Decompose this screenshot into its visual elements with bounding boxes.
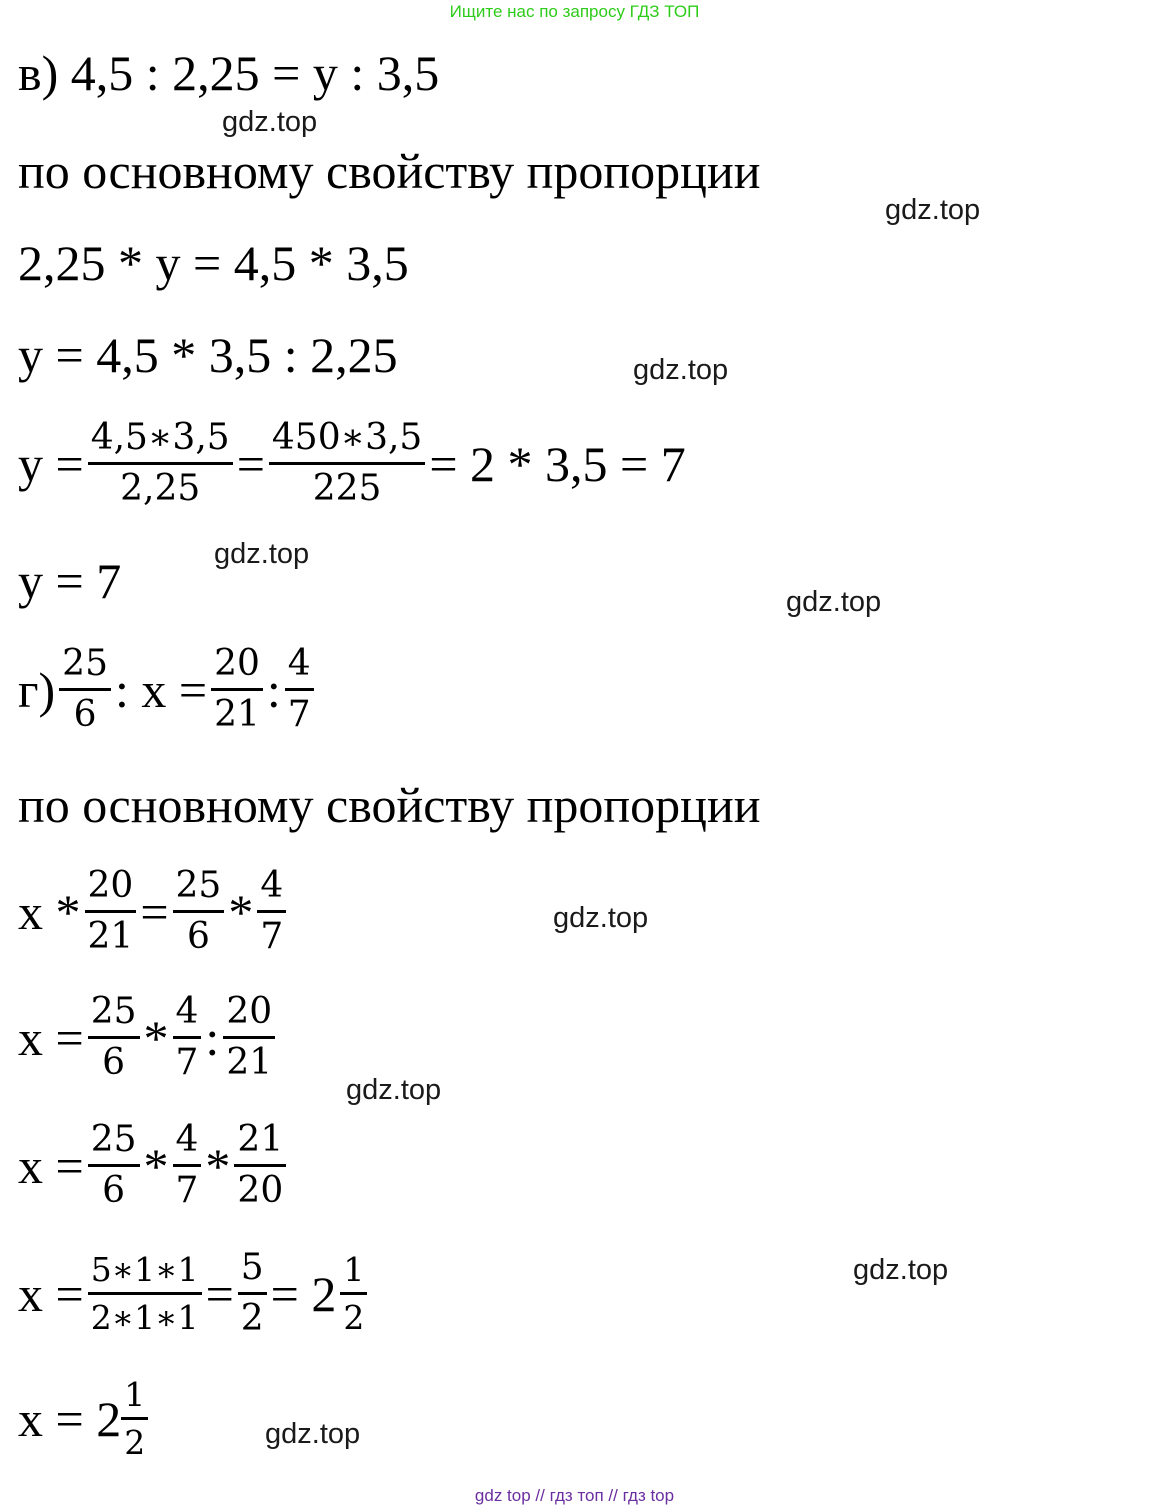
g-line-1 (18, 643, 318, 735)
g-line-3 (18, 865, 290, 957)
equals-sign: = (236, 435, 265, 492)
watermark: gdz.top (633, 354, 729, 386)
watermark: gdz.top (222, 106, 318, 138)
denominator: 7 (287, 694, 311, 735)
v-line-5 (18, 417, 686, 509)
numerator: 4 (257, 868, 286, 913)
v-line-4: у = 4,5 * 3,5 : 2,25 (18, 327, 398, 383)
equals-whole: = 2 (270, 1265, 337, 1322)
numerator: 20 (85, 868, 137, 913)
v-property-text: по основному свойству пропорции (18, 143, 761, 199)
fraction (285, 643, 314, 735)
denominator: 6 (186, 916, 210, 957)
numerator: 4 (285, 646, 314, 691)
watermark: gdz.top (885, 194, 981, 226)
g-line-4-lhs: х = (18, 1009, 84, 1066)
denominator: 21 (226, 1042, 273, 1083)
watermark: gdz.top (853, 1254, 949, 1286)
equals-sign: = (205, 1265, 234, 1322)
fraction (173, 991, 202, 1083)
v-line-1: в) 4,5 : 2,25 = у : 3,5 (18, 45, 440, 101)
v-line-6: у = 7 (18, 553, 122, 609)
denominator: 225 (312, 468, 382, 509)
v-line-5-rest: = 2 * 3,5 = 7 (429, 435, 686, 492)
numerator: 5∗1∗1 (88, 1253, 202, 1295)
denominator: 2,25 (120, 468, 201, 509)
numerator: 20 (211, 646, 263, 691)
denominator: 6 (102, 1042, 126, 1083)
denominator: 20 (237, 1170, 284, 1211)
numerator: 5 (238, 1250, 267, 1295)
numerator: 4,5∗3,5 (88, 420, 233, 465)
equals-sign: = (140, 883, 169, 940)
fraction (85, 865, 137, 957)
denominator: 7 (260, 916, 284, 957)
g-line-4 (18, 991, 279, 1083)
numerator: 1 (340, 1253, 367, 1295)
fraction (234, 1119, 286, 1211)
watermark: gdz.top (786, 586, 882, 618)
g-line-6-lhs: х = (18, 1265, 84, 1322)
fraction (88, 1250, 202, 1337)
watermark: gdz.top (553, 902, 649, 934)
multiply-sign: * (143, 1009, 169, 1066)
fraction (223, 991, 275, 1083)
fraction (88, 1119, 140, 1211)
g-line-1-mid: : х = (114, 661, 208, 718)
fraction (238, 1247, 267, 1339)
multiply-sign: * (228, 883, 254, 940)
denominator: 7 (175, 1170, 199, 1211)
numerator: 21 (234, 1122, 286, 1167)
numerator: 25 (173, 868, 225, 913)
top-banner: Ищите нас по запросу ГДЗ ТОП (449, 2, 700, 21)
fraction (121, 1375, 148, 1462)
fraction (340, 1250, 367, 1337)
g-line-5 (18, 1119, 290, 1211)
g-label: г) (18, 661, 56, 718)
fraction (269, 417, 425, 509)
footer-text: gdz top // гдз топ // гдз top (474, 1486, 675, 1505)
numerator: 4 (173, 1122, 202, 1167)
numerator: 4 (173, 994, 202, 1039)
denominator: 21 (214, 694, 260, 735)
g-line-7 (18, 1375, 152, 1462)
denominator: 2∗1∗1 (90, 1298, 199, 1337)
denominator: 7 (175, 1042, 199, 1083)
watermark: gdz.top (265, 1418, 361, 1450)
watermark: gdz.top (214, 538, 310, 570)
fraction (173, 1119, 202, 1211)
fraction (173, 865, 225, 957)
fraction (59, 643, 111, 735)
v-line-3: 2,25 * у = 4,5 * 3,5 (18, 235, 409, 291)
denominator: 6 (73, 694, 97, 735)
g-property-text: по основному свойству пропорции (18, 777, 761, 833)
watermark: gdz.top (346, 1074, 442, 1106)
fraction (88, 417, 233, 509)
g-line-6 (18, 1247, 371, 1339)
g-line-3-lhs: х * (18, 883, 81, 940)
v-line-5-lhs: у = (18, 435, 84, 492)
numerator: 25 (59, 646, 111, 691)
g-line-7-lhs: х = 2 (18, 1390, 122, 1447)
colon: : (205, 1009, 220, 1066)
denominator: 2 (240, 1298, 264, 1339)
numerator: 1 (121, 1378, 148, 1420)
numerator: 25 (88, 994, 140, 1039)
fraction (257, 865, 286, 957)
denominator: 2 (343, 1298, 365, 1337)
denominator: 21 (87, 916, 134, 957)
denominator: 6 (102, 1170, 126, 1211)
fraction (211, 643, 263, 735)
numerator: 25 (88, 1122, 140, 1167)
multiply-sign: * (143, 1137, 169, 1194)
denominator: 2 (124, 1423, 146, 1462)
g-line-5-lhs: х = (18, 1137, 84, 1194)
colon: : (266, 661, 281, 718)
mixed-number (270, 1250, 372, 1337)
fraction (88, 991, 140, 1083)
numerator: 20 (223, 994, 275, 1039)
numerator: 450∗3,5 (269, 420, 425, 465)
multiply-sign: * (205, 1137, 231, 1194)
